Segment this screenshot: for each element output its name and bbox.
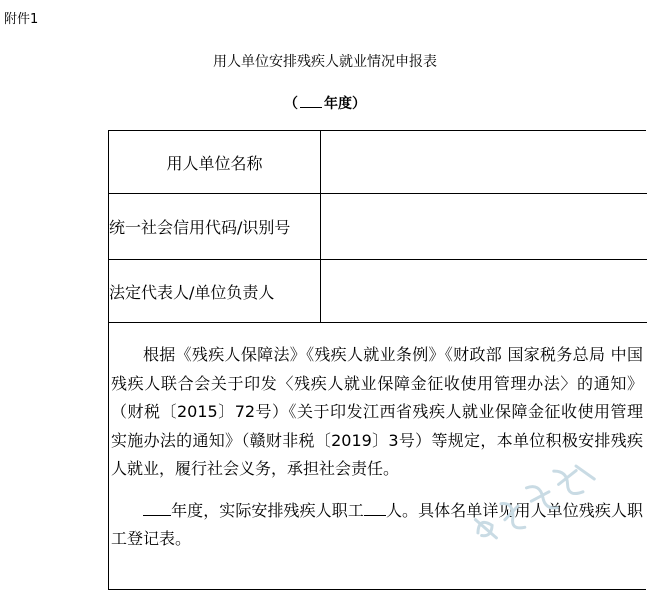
attachment-label: 附件1 [4,12,39,27]
declaration-text-2: 人。具体名单详见用人单位残疾人职工登记表。 [111,500,643,548]
table-row-unit-name [109,131,647,194]
declaration-text-1: 年度，实际安排残疾人职工 [171,500,364,520]
unit-name-label: 用人单位名称 [109,131,321,193]
declaration-table [108,130,646,590]
credit-code-field[interactable] [321,194,647,259]
declaration-year-blank[interactable] [143,497,171,516]
legal-rep-field[interactable] [321,260,647,322]
year-open-paren: （ [284,96,298,112]
year-blank[interactable] [300,93,322,108]
declaration-count-blank[interactable] [364,497,386,516]
table-row-legal-rep [109,260,647,323]
legal-rep-label: 法定代表人/单位负责人 [109,260,321,322]
statement-paragraph: 根据《残疾人保障法》《残疾人就业条例》《财政部 国家税务总局 中国残疾人联合会关于印发〈残疾人就业保障金征收使用管理办法〉的通知》（财税〔2015〕72号）《关于印发江西省残疾人就业保障金征收使用管理实施办法的通知》（赣财非税〔2019〕3号）等规定，本单位积极安排残疾人就业，履行社会义务，承担社会责任。 [111,345,643,478]
form-title: 用人单位安排残疾人就业情况申报表 [213,54,437,70]
declaration-paragraph [111,497,643,554]
year-suffix: 年度） [324,96,366,112]
credit-code-label: 统一社会信用代码/识别号 [109,194,321,259]
table-row-credit-code [109,194,647,260]
statement-section [111,341,643,554]
unit-name-field[interactable] [321,131,647,193]
year-line [0,93,650,113]
